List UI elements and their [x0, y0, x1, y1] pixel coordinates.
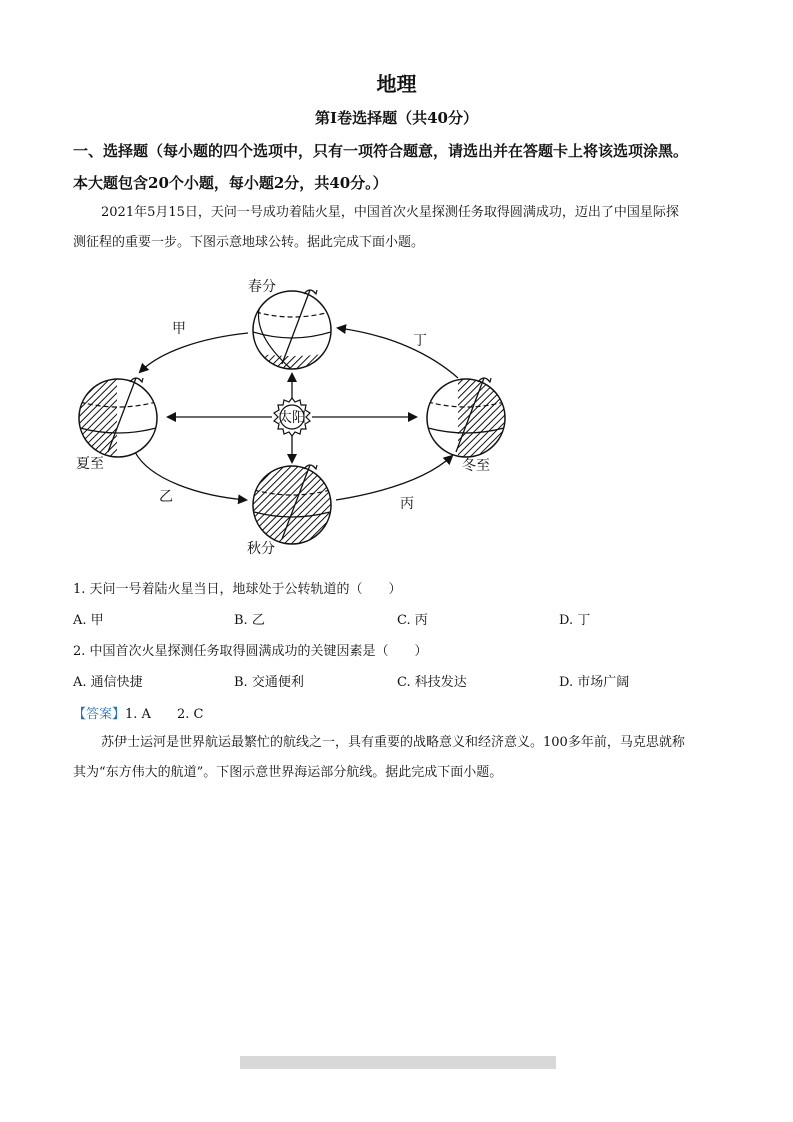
label-segment-jia: 甲 [172, 321, 186, 337]
passage2-line1: 苏伊士运河是世界航运最繁忙的航线之一，具有重要的战略意义和经济意义。100多年前，马克思就称 [101, 735, 685, 750]
passage2-line2: 其为“东方伟大的航道”。下图示意世界海运部分航线。据此完成下面小题。 [73, 765, 503, 780]
question-2-stem: 2. 中国首次火星探测任务取得圆满成功的关键因素是（ ） [73, 644, 428, 659]
label-spring-equinox: 春分 [248, 279, 276, 295]
passage1-line2: 测征程的重要一步。下图示意地球公转。据此完成下面小题。 [73, 235, 425, 250]
question-1-stem: 1. 天问一号着陆火星当日，地球处于公转轨道的（ ） [73, 582, 402, 597]
question-1-option-a: A. 甲 [73, 613, 104, 628]
answer-text: 1. A 2. C [125, 707, 204, 722]
earth-spring-equinox [247, 290, 337, 372]
sun-label: 太阳 [278, 410, 306, 426]
question-1-option-c: C. 丙 [397, 613, 428, 628]
passage1-line1: 2021年5月15日，天问一号成功着陆火星，中国首次火星探测任务取得圆满成功，迈出了中国星际探 [101, 205, 679, 220]
earth-orbit-diagram [70, 272, 520, 560]
earth-autumn-equinox [253, 465, 331, 544]
page-title: 地理 [376, 72, 417, 96]
label-winter-solstice: 冬至 [462, 458, 490, 474]
earth-summer-solstice [79, 378, 157, 457]
question-2-option-b: B. 交通便利 [234, 675, 304, 690]
earth-winter-solstice [427, 378, 506, 457]
label-segment-ding: 丁 [413, 333, 427, 349]
question-1-option-b: B. 乙 [234, 613, 265, 628]
question-2-option-d: D. 市场广阔 [559, 675, 630, 690]
label-summer-solstice: 夏至 [76, 456, 104, 472]
answer-line [73, 703, 203, 722]
section-heading-line2: 本大题包含20个小题，每小题2分，共40分。） [73, 174, 388, 192]
question-2-option-c: C. 科技发达 [397, 675, 467, 690]
label-segment-yi: 乙 [159, 489, 173, 505]
section-subtitle: 第Ⅰ卷选择题（共40分） [315, 109, 478, 127]
label-autumn-equinox: 秋分 [247, 541, 275, 557]
section-heading-line1: 一、选择题（每小题的四个选项中，只有一项符合题意，请选出并在答题卡上将该选项涂黑。 [73, 142, 689, 160]
question-2-option-a: A. 通信快捷 [73, 675, 143, 690]
footer-watermark [240, 1056, 556, 1069]
question-1-option-d: D. 丁 [559, 613, 591, 628]
label-segment-bing: 丙 [400, 496, 414, 512]
answer-tag: 【答案】 [73, 707, 126, 722]
